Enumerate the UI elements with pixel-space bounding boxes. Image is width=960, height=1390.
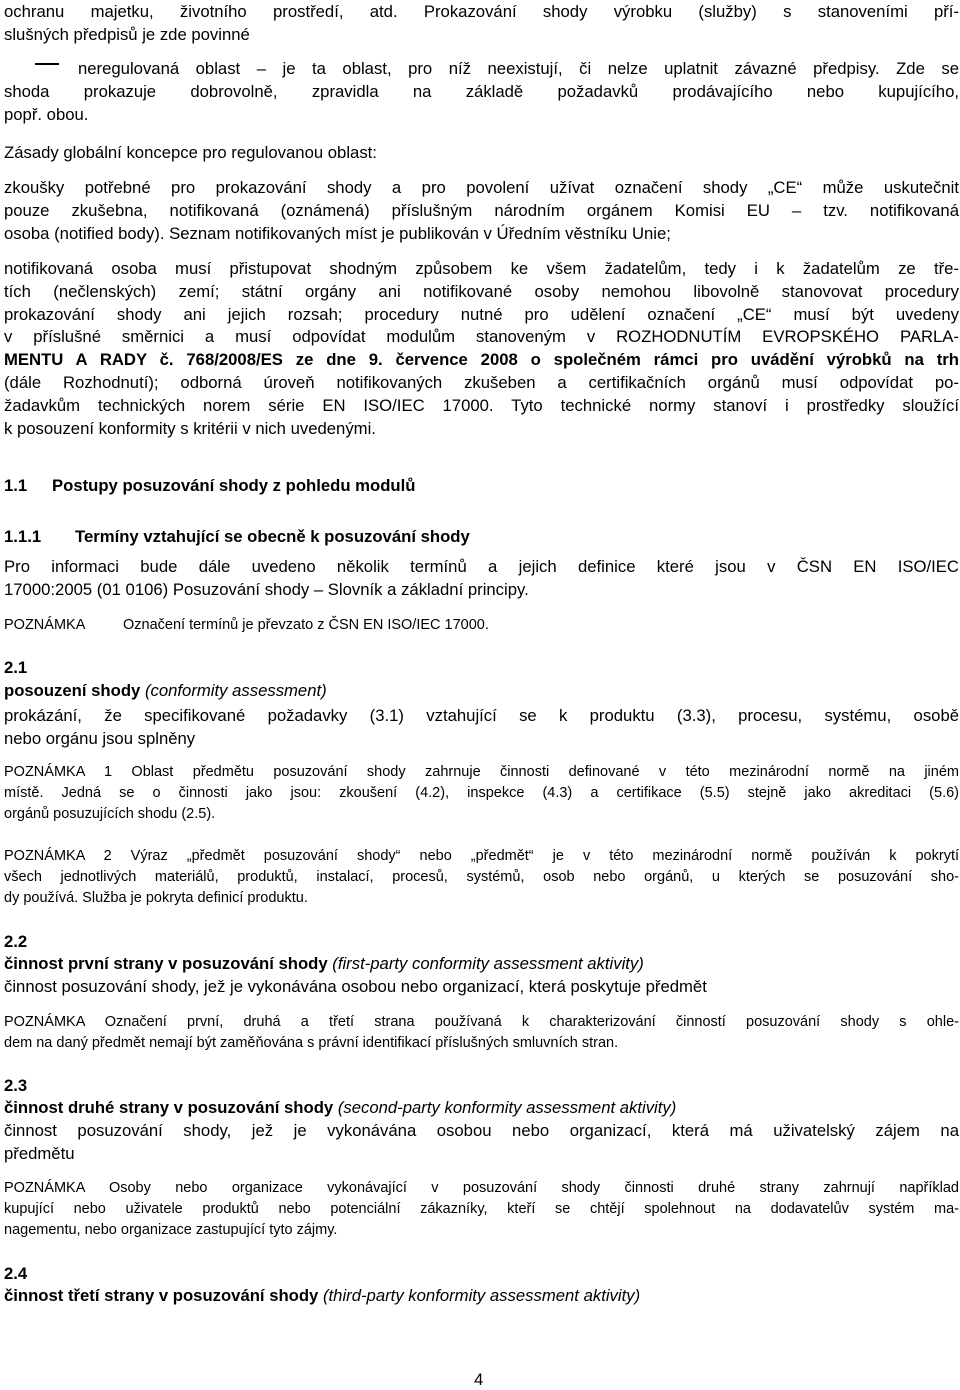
text-line: osoba (notified body). Seznam notifikovaných míst je publikován v Úředním věstníku Unie; bbox=[4, 223, 671, 243]
term-name: činnost třetí strany v posuzování shody bbox=[4, 1286, 319, 1305]
text-line: žadavkům technických norem série EN ISO/IEC 17000. Tyto technické normy stanoví i prostředky sloužící bbox=[4, 395, 959, 415]
text-line: POZNÁMKA Označení první, druhá a třetí strana používaná k charakterizování činností posuzování shody s ohle- bbox=[4, 1014, 959, 1030]
text-line: předmětu bbox=[4, 1143, 75, 1163]
text-line: MENTU A RADY č. 768/2008/ES ze dne 9. července 2008 o společném rámci pro uvádění výrobků na trh bbox=[4, 350, 959, 370]
text-line: nagementu, nebo organizace zastupující tyto zájmy. bbox=[4, 1222, 338, 1238]
text-line: slušných předpisů je zde povinné bbox=[4, 24, 250, 44]
intro-paragraph bbox=[4, 1, 959, 47]
note-terms-source bbox=[4, 615, 959, 636]
text-line: shoda prokazuje dobrovolně, zpravidla na základě požadavků prodávajícího nebo kupujícího, bbox=[4, 82, 959, 101]
term-2-2-number: 2.2 bbox=[4, 932, 28, 951]
text-line: POZNÁMKA Osoby nebo organizace vykonávající v posuzování shody činnosti druhé strany zahrnují například bbox=[4, 1180, 959, 1196]
term-english: (conformity assessment) bbox=[144, 681, 327, 700]
text-line: dy používá. Služba je pokryta definicí produktu. bbox=[4, 890, 308, 906]
term-2-1-note-1 bbox=[4, 762, 959, 825]
text-line: tích (nečlenských) zemí; státní orgány ani notifikované osoby nemohou libovolně stanovovat procedury bbox=[4, 281, 959, 301]
text-line: 17000:2005 (01 0106) Posuzování shody – Slovník a základní principy. bbox=[4, 579, 529, 599]
term-name: činnost první strany v posuzování shody bbox=[4, 954, 328, 973]
term-2-1-definition bbox=[4, 705, 959, 751]
term-name: činnost druhé strany v posuzování shody bbox=[4, 1098, 334, 1117]
text-line: Pro informaci bude dále uvedeno několik termínů a jejich definice které jsou v ČSN EN ISO/IEC bbox=[4, 557, 959, 576]
term-2-1-number: 2.1 bbox=[4, 658, 28, 677]
list-dash bbox=[35, 63, 59, 65]
text-line: pouze zkušebna, notifikovaná (oznámená) příslušným národním orgánem Komisi EU – tzv. notifikovaná bbox=[4, 200, 959, 220]
note-label: POZNÁMKA bbox=[4, 617, 86, 633]
text-line: neregulovaná oblast – je ta oblast, pro níž neexistují, či nelze uplatnit závazné předpisy. Zde se bbox=[78, 59, 959, 78]
term-2-2-definition: činnost posuzování shody, jež je vykonávána osobou nebo organizací, která poskytuje předmět bbox=[4, 977, 707, 996]
nonregulated-paragraph bbox=[78, 58, 959, 81]
text-line: (dále Rozhodnutí); odborná úroveň notifikovaných zkušeben a certifikačních orgánů musí odpovídat po- bbox=[4, 372, 959, 392]
text-line: ochranu majetku, životního prostředí, atd. Prokazování shody výrobku (služby) s stanoveními pří- bbox=[4, 2, 959, 21]
term-2-3-definition bbox=[4, 1120, 959, 1166]
term-2-3-note bbox=[4, 1178, 959, 1241]
term-english: (first-party conformity assessment aktivity) bbox=[332, 954, 644, 973]
text-line: nebo orgánu jsou splněny bbox=[4, 728, 196, 748]
term-2-3-number: 2.3 bbox=[4, 1076, 28, 1095]
text-line: notifikovaná osoba musí přistupovat shodným způsobem ke všem žadatelům, tedy i k žadatelům ze tře- bbox=[4, 259, 959, 278]
section-1-1-heading bbox=[4, 475, 959, 498]
term-2-4-number: 2.4 bbox=[4, 1264, 28, 1283]
text-line: kupující nebo uživatele produktů nebo potenciální zákazníky, kteří se chtějí spolehnout na dodavatelův systém ma- bbox=[4, 1201, 959, 1217]
text-line: POZNÁMKA 2 Výraz „předmět posuzování shody“ nebo „předmět“ je v této mezinárodní normě používán k pokrytí bbox=[4, 848, 959, 864]
term-2-2-title bbox=[4, 953, 959, 976]
note-text: Označení termínů je převzato z ČSN EN ISO/IEC 17000. bbox=[123, 617, 489, 633]
section-title: Termíny vztahující se obecně k posuzování shody bbox=[75, 527, 470, 546]
text-line: popř. obou. bbox=[4, 104, 89, 124]
term-2-1-note-2 bbox=[4, 846, 959, 909]
text-line: zkoušky potřebné pro prokazování shody a pro povolení užívat označení shody „CE“ může uskutečnit bbox=[4, 178, 959, 197]
term-2-2-note bbox=[4, 1012, 959, 1054]
text-line: prokazování shody ani jejich rozsah; procedury nutné pro udělení označení „CE“ musí být uvedeny bbox=[4, 304, 959, 324]
term-english: (second-party konformity assessment aktivity) bbox=[337, 1098, 677, 1117]
text-line: dem na daný předmět nemají být zaměňována s právní identifikací příslušných smluvních stran. bbox=[4, 1035, 619, 1051]
text-line: prokázání, že specifikované požadavky (3.1) vztahující se k produktu (3.3), procesu, systému, osobě bbox=[4, 706, 959, 725]
text-line: POZNÁMKA 1 Oblast předmětu posuzování shody zahrnuje činnosti definované v této mezinárodní normě na jiném bbox=[4, 764, 959, 780]
nonregulated-paragraph-cont bbox=[4, 81, 959, 127]
text-line: všech jednotlivých materiálů, produktů, instalací, procesů, systémů, osob nebo orgánů, u kterých se posuzování sho- bbox=[4, 869, 959, 885]
term-english: (third-party konformity assessment aktivity) bbox=[322, 1286, 641, 1305]
info-paragraph bbox=[4, 556, 959, 602]
notified-body-paragraph bbox=[4, 258, 959, 440]
section-number: 1.1.1 bbox=[4, 527, 42, 546]
term-2-3-title bbox=[4, 1097, 959, 1120]
term-2-4-title bbox=[4, 1285, 959, 1308]
text-line: v příslušné směrnici a musí odpovídat modulům stanoveným v ROZHODNUTÍM EVROPSKÉHO PARLA- bbox=[4, 327, 959, 347]
principles-heading: Zásady globální koncepce pro regulovanou oblast: bbox=[4, 143, 377, 162]
section-1-1-1-heading bbox=[4, 526, 959, 549]
term-2-1-title bbox=[4, 680, 959, 703]
section-number: 1.1 bbox=[4, 476, 28, 495]
text-line: orgánů posuzujících shodu (2.5). bbox=[4, 806, 216, 822]
text-line: místě. Jedná se o činnosti jako jsou: zkoušení (4.2), inspekce (4.3) a certifikace (5.5) stejně jako akreditaci (5.6) bbox=[4, 785, 959, 801]
page-number: 4 bbox=[474, 1370, 484, 1389]
tests-paragraph bbox=[4, 177, 959, 245]
text-line: k posouzení konformity s kritérii v nich uvedenými. bbox=[4, 418, 376, 438]
section-title: Postupy posuzování shody z pohledu modulů bbox=[52, 476, 416, 495]
term-name: posouzení shody bbox=[4, 681, 141, 700]
text-line: činnost posuzování shody, jež je vykonávána osobou nebo organizací, která má uživatelský zájem na bbox=[4, 1121, 959, 1140]
